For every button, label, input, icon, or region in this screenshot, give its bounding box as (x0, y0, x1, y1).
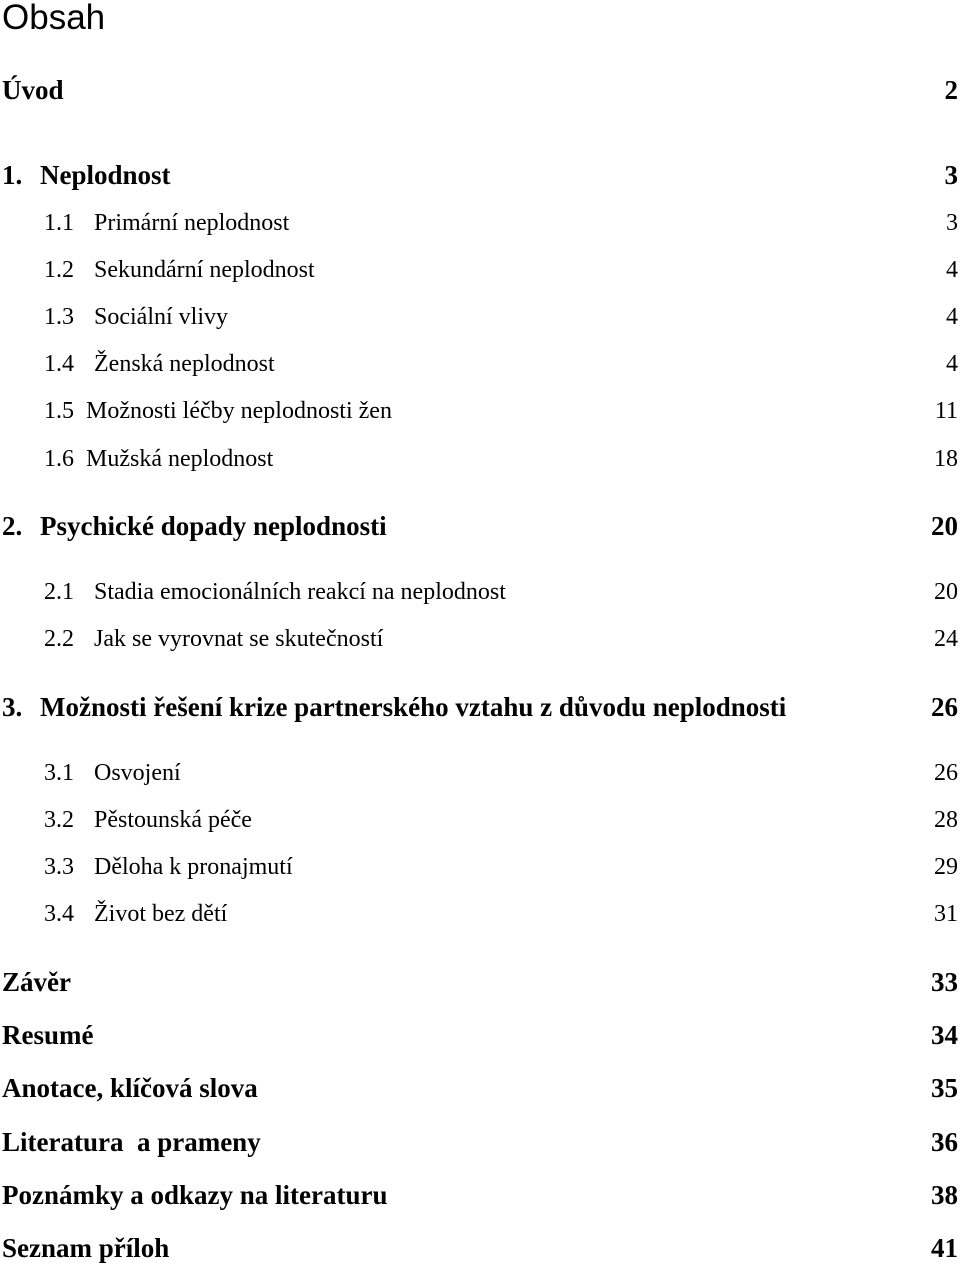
toc-entry-label: Resumé (2, 1020, 94, 1050)
toc-entry-label: Sekundární neplodnost (94, 257, 315, 283)
toc-entry-number: 2.1 (44, 579, 74, 605)
toc-entry-label: Mužská neplodnost (86, 446, 274, 472)
toc-section-3-4[interactable] (0, 894, 958, 934)
toc-entry-zaver[interactable] (0, 962, 958, 1002)
toc-page-number: 3 (944, 160, 958, 190)
toc-entry-label: Možnosti řešení krize partnerského vztahu z důvodu neplodnosti (40, 692, 787, 722)
toc-page-number: 20 (931, 511, 958, 541)
toc-entry-number: 3.4 (44, 901, 74, 927)
toc-section-1-1[interactable] (0, 203, 958, 243)
toc-page-number: 24 (934, 626, 958, 652)
toc-entry-label: Sociální vlivy (94, 304, 228, 330)
toc-page-number: 41 (931, 1233, 958, 1263)
toc-section-1-5[interactable] (0, 391, 958, 431)
toc-entry-number: 3.3 (44, 854, 74, 880)
toc-entry-number: 1.3 (44, 304, 74, 330)
toc-entry-label: Závěr (2, 967, 71, 997)
toc-entry-number: 2. (2, 511, 23, 541)
toc-entry-label: Ženská neplodnost (94, 351, 275, 377)
toc-entry-poznamky[interactable] (0, 1175, 958, 1215)
toc-title: Obsah (2, 0, 106, 37)
toc-entry-number: 1.6 (44, 446, 74, 472)
toc-entry-label: Primární neplodnost (94, 210, 290, 236)
toc-entry-uvod[interactable] (0, 70, 958, 110)
toc-section-1-3[interactable] (0, 297, 958, 337)
toc-page-number: 20 (934, 579, 958, 605)
toc-section-2-2[interactable] (0, 619, 958, 659)
toc-entry-literatura[interactable] (0, 1122, 958, 1162)
toc-page-number: 26 (934, 760, 958, 786)
toc-entry-label: Literatura a prameny (2, 1127, 261, 1157)
toc-entry-number: 3.2 (44, 807, 74, 833)
toc-section-1-6[interactable] (0, 439, 958, 479)
toc-page-number: 4 (946, 304, 958, 330)
toc-section-2-1[interactable] (0, 572, 958, 612)
toc-section-3-2[interactable] (0, 800, 958, 840)
toc-chapter-1[interactable] (0, 155, 958, 195)
toc-entry-anotace[interactable] (0, 1068, 958, 1108)
toc-entry-label: Psychické dopady neplodnosti (40, 511, 387, 541)
toc-section-1-4[interactable] (0, 344, 958, 384)
toc-entry-number: 1.2 (44, 257, 74, 283)
toc-entry-number: 3.1 (44, 760, 74, 786)
toc-entry-label: Život bez dětí (94, 901, 228, 927)
toc-section-3-1[interactable] (0, 753, 958, 793)
toc-entry-seznam-priloh[interactable] (0, 1228, 958, 1268)
toc-page-number: 35 (931, 1073, 958, 1103)
toc-entry-label: Anotace, klíčová slova (2, 1073, 258, 1103)
toc-page-number: 33 (931, 967, 958, 997)
toc-page-number: 4 (946, 257, 958, 283)
toc-entry-label: Poznámky a odkazy na literaturu (2, 1180, 388, 1210)
toc-page-number: 36 (931, 1127, 958, 1157)
toc-entry-label: Úvod (2, 75, 64, 105)
toc-entry-number: 1.1 (44, 210, 74, 236)
toc-page-number: 31 (934, 901, 958, 927)
toc-page-number: 18 (934, 446, 958, 472)
toc-chapter-2[interactable] (0, 506, 958, 546)
toc-page-number: 34 (931, 1020, 958, 1050)
toc-page-number: 2 (944, 75, 958, 105)
toc-entry-number: 1.5 (44, 398, 74, 424)
toc-entry-number: 1. (2, 160, 23, 190)
toc-chapter-3[interactable] (0, 687, 958, 727)
toc-page-number: 4 (946, 351, 958, 377)
toc-entry-label: Seznam příloh (2, 1233, 170, 1263)
toc-entry-number: 3. (2, 692, 23, 722)
toc-entry-label: Neplodnost (40, 160, 171, 190)
toc-page-number: 26 (931, 692, 958, 722)
toc-entry-label: Děloha k pronajmutí (94, 854, 293, 880)
toc-entry-number: 2.2 (44, 626, 74, 652)
toc-entry-resume[interactable] (0, 1015, 958, 1055)
toc-entry-label: Jak se vyrovnat se skutečností (94, 626, 384, 652)
toc-page-number: 29 (934, 854, 958, 880)
toc-page-number: 38 (931, 1180, 958, 1210)
toc-page-number: 11 (934, 398, 958, 424)
toc-page-number: 3 (946, 210, 958, 236)
toc-entry-label: Možnosti léčby neplodnosti žen (86, 398, 392, 424)
toc-section-3-3[interactable] (0, 847, 958, 887)
toc-page-number: 28 (934, 807, 958, 833)
toc-entry-label: Osvojení (94, 760, 181, 786)
toc-entry-label: Stadia emocionálních reakcí na neplodnost (94, 579, 506, 605)
toc-section-1-2[interactable] (0, 250, 958, 290)
toc-entry-label: Pěstounská péče (94, 807, 252, 833)
toc-entry-number: 1.4 (44, 351, 74, 377)
